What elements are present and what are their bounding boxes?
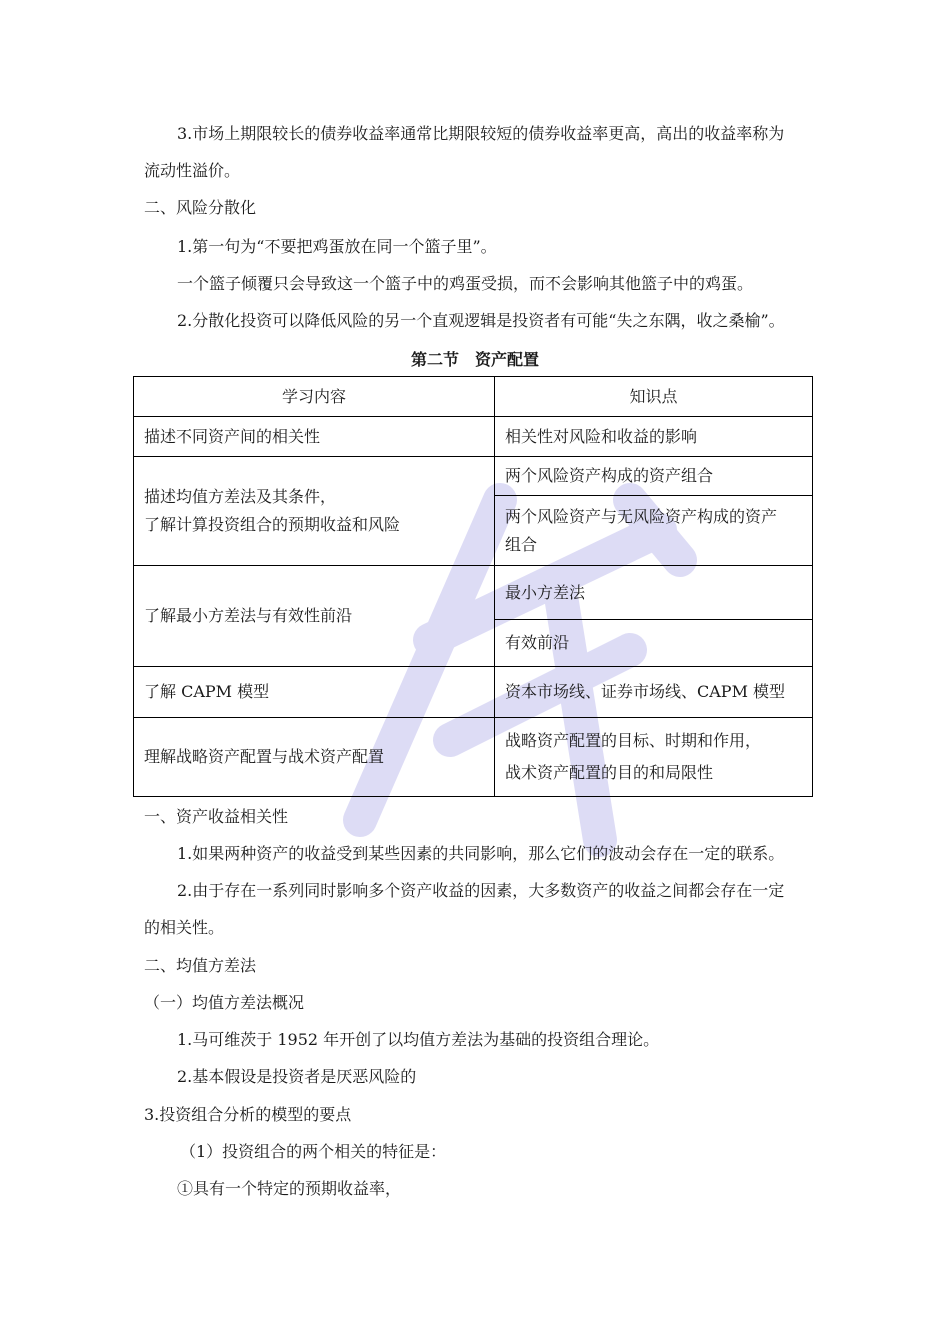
paragraph-basket-overturn: 一个篮子倾覆只会导致这一个篮子中的鸡蛋受损，而不会影响其他篮子中的鸡蛋。: [177, 274, 754, 293]
cell-content-mean-variance-line1: 描述均值方差法及其条件，: [144, 487, 337, 506]
cell-point-risk-free-line2: 组合: [505, 534, 538, 554]
subheading-overview: （一）均值方差法概况: [144, 993, 305, 1012]
cell-content-min-variance: 了解最小方差法与有效性前沿: [134, 566, 495, 667]
paragraph-model-points: 3.投资组合分析的模型的要点: [144, 1105, 352, 1124]
paragraph-expected-return: ①具有一个特定的预期收益率，: [177, 1179, 402, 1198]
paragraph-common-factors: 1.如果两种资产的收益受到某些因素的共同影响，那么它们的波动会存在一定的联系。: [177, 844, 785, 863]
heading-risk-diversification: 二、风险分散化: [144, 198, 257, 217]
paragraph-liquidity-premium-1: 3.市场上期限较长的债券收益率通常比期限较短的债券收益率更高，高出的收益率称为: [177, 124, 785, 143]
cell-content-allocation: 理解战略资产配置与战术资产配置: [134, 718, 495, 797]
heading-mean-variance: 二、均值方差法: [144, 956, 257, 975]
cell-content-capm: 了解 CAPM 模型: [134, 667, 495, 718]
paragraph-liquidity-premium-2: 流动性溢价。: [144, 161, 241, 180]
cell-content-correlation: 描述不同资产间的相关性: [134, 417, 495, 457]
header-learning-content: 学习内容: [134, 377, 495, 417]
paragraph-most-assets-1: 2.由于存在一系列同时影响多个资产收益的因素，大多数资产的收益之间都会存在一定: [177, 881, 785, 900]
cell-point-min-variance: 最小方差法: [495, 566, 813, 620]
cell-point-allocation: [495, 718, 813, 797]
paragraph-markowitz: 1.马可维茨于 1952 年开创了以均值方差法为基础的投资组合理论。: [177, 1030, 660, 1049]
cell-content-mean-variance: [134, 457, 495, 566]
paragraph-diversify-logic: 2.分散化投资可以降低风险的另一个直观逻辑是投资者有可能“失之东隅，收之桑榆”。: [177, 311, 785, 330]
paragraph-most-assets-2: 的相关性。: [144, 918, 225, 937]
cell-point-allocation-line2: 战术资产配置的目的和局限性: [505, 763, 714, 782]
cell-point-two-risky: 两个风险资产构成的资产组合: [495, 457, 813, 496]
heading-asset-correlation: 一、资产收益相关性: [144, 807, 289, 826]
header-knowledge-points: 知识点: [495, 377, 813, 417]
cell-point-correlation: 相关性对风险和收益的影响: [495, 417, 813, 457]
knowledge-table: [133, 376, 813, 797]
cell-point-allocation-line1: 战略资产配置的目标、时期和作用，: [505, 731, 762, 750]
paragraph-two-features: （1）投资组合的两个相关的特征是：: [180, 1142, 447, 1161]
cell-point-efficient-frontier: 有效前沿: [495, 620, 813, 667]
section-title: 第二节 资产配置: [410, 350, 539, 369]
cell-point-risk-free-line1: 两个风险资产与无风险资产构成的资产: [505, 506, 778, 526]
paragraph-eggs-basket: 1.第一句为“不要把鸡蛋放在同一个篮子里”。: [177, 237, 497, 256]
cell-point-risk-free: [495, 496, 813, 566]
paragraph-risk-averse: 2.基本假设是投资者是厌恶风险的: [177, 1067, 417, 1086]
cell-point-capm: 资本市场线、证券市场线、CAPM 模型: [495, 667, 813, 718]
cell-content-mean-variance-line2: 了解计算投资组合的预期收益和风险: [144, 515, 401, 534]
